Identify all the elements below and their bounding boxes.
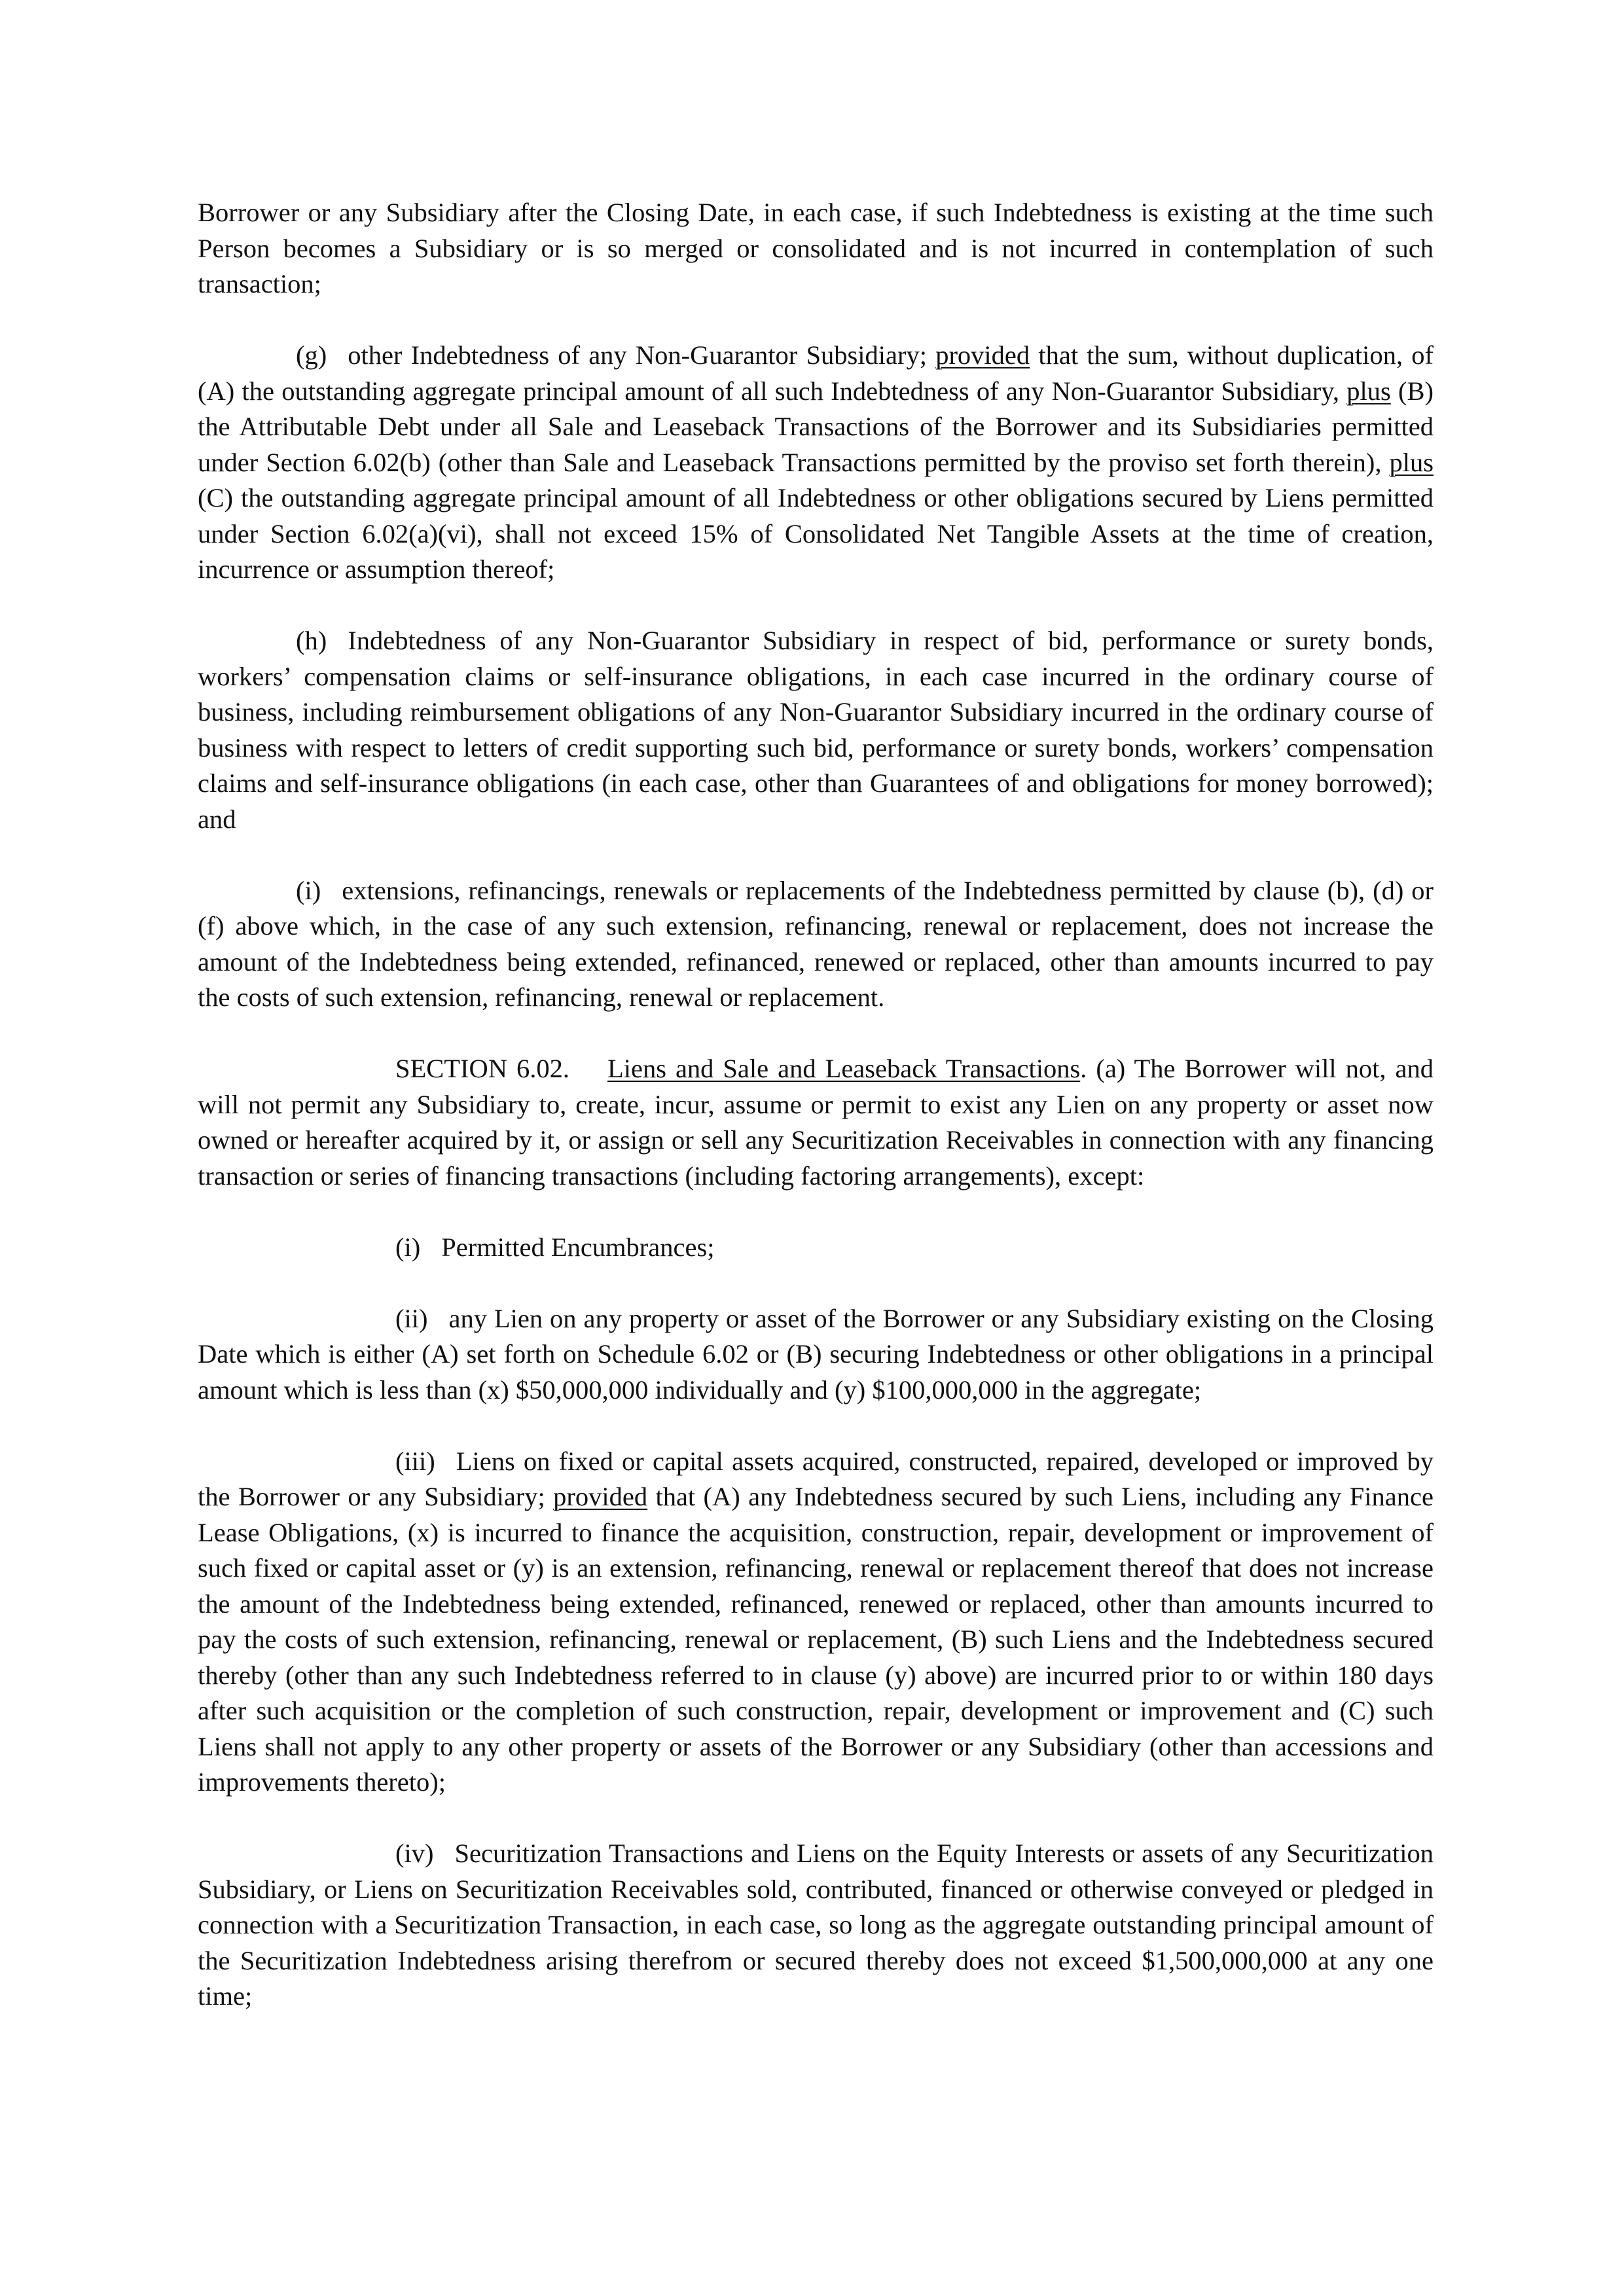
clause-text: Liens on fixed or capital assets acquired, constructed, repaired, developed or improved by the Borrower or any Subsidiary;: [198, 1446, 1434, 1511]
underlined-term: provided: [935, 340, 1030, 370]
clause-label: (ii): [395, 1303, 428, 1333]
section-number: SECTION 6.02.: [395, 1054, 569, 1083]
subclause-iii: [198, 1444, 1434, 1801]
clause-text: that (A) any Indebtedness secured by such Liens, including any Finance Lease Obligations, (x) is incurred to finance the acquisition, construction, repair, development or improvement of such fixed or capital asset or (y) is an extension, refinancing, renewal or replacement thereof that does not increase the amount of the Indebtedness being extended, refinanced, renewed or replaced, other than amounts incurred to pay the costs of such extension, refinancing, renewal or replacement, (B) such Liens and the Indebtedness secured thereby (other than any such Indebtedness referred to in clause (y) above) are incurred prior to or within 180 days after such acquisition or the completion of such construction, repair, development or improvement and (C) such Liens shall not apply to any other property or assets of the Borrower or any Subsidiary (other than accessions and improvements thereto);: [198, 1482, 1434, 1797]
clause-text: Indebtedness of any Non-Guarantor Subsidiary in respect of bid, performance or surety bonds, workers’ compensation claims or self-insurance obligations, in each case incurred in the ordinary course of business, including reimbursement obligations of any Non-Guarantor Subsidiary incurred in the ordinary course of business with respect to letters of credit supporting such bid, performance or surety bonds, workers’ compensation claims and self-insurance obligations (in each case, other than Guarantees of and obligations for money borrowed); and: [198, 626, 1434, 834]
subclause-iv: [198, 1836, 1434, 2015]
clause-label: (h): [296, 626, 327, 655]
clause-text: extensions, refinancings, renewals or replacements of the Indebtedness permitted by clause (b), (d) or (f) above which, in the case of any such extension, refinancing, renewal or replacement, does not increase the amount of the Indebtedness being extended, refinanced, renewed or replaced, other than amounts incurred to pay the costs of such extension, refinancing, renewal or replacement.: [198, 875, 1434, 1012]
clause-text: Securitization Transactions and Liens on the Equity Interests or assets of any Securitization Subsidiary, or Liens on Securitization Receivables sold, contributed, financed or otherwise conveyed or pledged in connection with a Securitization Transaction, in each case, so long as the aggregate outstanding principal amount of the Securitization Indebtedness arising therefrom or secured thereby does not exceed $1,500,000,000 at any one time;: [198, 1839, 1434, 2011]
underlined-term: plus: [1389, 447, 1434, 477]
clause-label: (g): [296, 340, 327, 370]
paragraph-text: Borrower or any Subsidiary after the Closing Date, in each case, if such Indebtedness is existing at the time such Person becomes a Subsidiary or is so merged or consolidated and is not incurred in contemplation of such transaction;: [198, 198, 1434, 298]
clause-text: Permitted Encumbrances;: [441, 1232, 715, 1262]
clause-label: (i): [296, 875, 321, 905]
clause-text: (C) the outstanding aggregate principal amount of all Indebtedness or other obligations secured by Liens permitted under Section 6.02(a)(vi), shall not exceed 15% of Consolidated Net Tangible Assets at the time of creation, incurrence or assumption thereof;: [198, 483, 1434, 584]
clause-label: (iii): [395, 1446, 435, 1476]
section-6-02: [198, 1051, 1434, 1194]
clause-text: other Indebtedness of any Non-Guarantor Subsidiary;: [348, 340, 936, 370]
clause-i: [198, 873, 1434, 1016]
subclause-ii: [198, 1301, 1434, 1408]
clause-text: (B) the Attributable Debt under all Sale and Leaseback Transactions of the Borrower and its Subsidiaries permitted under Section 6.02(b) (other than Sale and Leaseback Transactions permitted by the proviso set forth therein),: [198, 376, 1434, 477]
subclause-i: [198, 1230, 1434, 1266]
underlined-term: provided: [553, 1482, 648, 1511]
clause-text: any Lien on any property or asset of the Borrower or any Subsidiary existing on the Closing Date which is either (A) set forth on Schedule 6.02 or (B) securing Indebtedness or other obligations in a principal amount which is less than (x) $50,000,000 individually and (y) $100,000,000 in the aggregate;: [198, 1303, 1434, 1405]
underlined-term: plus: [1346, 376, 1391, 406]
clause-label: (i): [395, 1232, 421, 1262]
document-page: [198, 195, 1434, 2050]
section-text: . (a) The Borrower will not, and will not permit any Subsidiary to, create, incur, assume or permit to exist any Lien on any property or asset now owned or hereafter acquired by it, or assign or sell any Securitization Receivables in connection with any financing transaction or series of financing transactions (including factoring arrangements), except:: [198, 1054, 1434, 1191]
clause-label: (iv): [395, 1839, 434, 1868]
clause-text: that the sum, without duplication, of (A) the outstanding aggregate principal amount of all such Indebtedness of any Non-Guarantor Subsidiary,: [198, 340, 1434, 406]
clause-h: [198, 623, 1434, 837]
section-title: Liens and Sale and Leaseback Transactions: [607, 1054, 1081, 1083]
clause-g: [198, 338, 1434, 588]
paragraph-continuation: [198, 195, 1434, 302]
